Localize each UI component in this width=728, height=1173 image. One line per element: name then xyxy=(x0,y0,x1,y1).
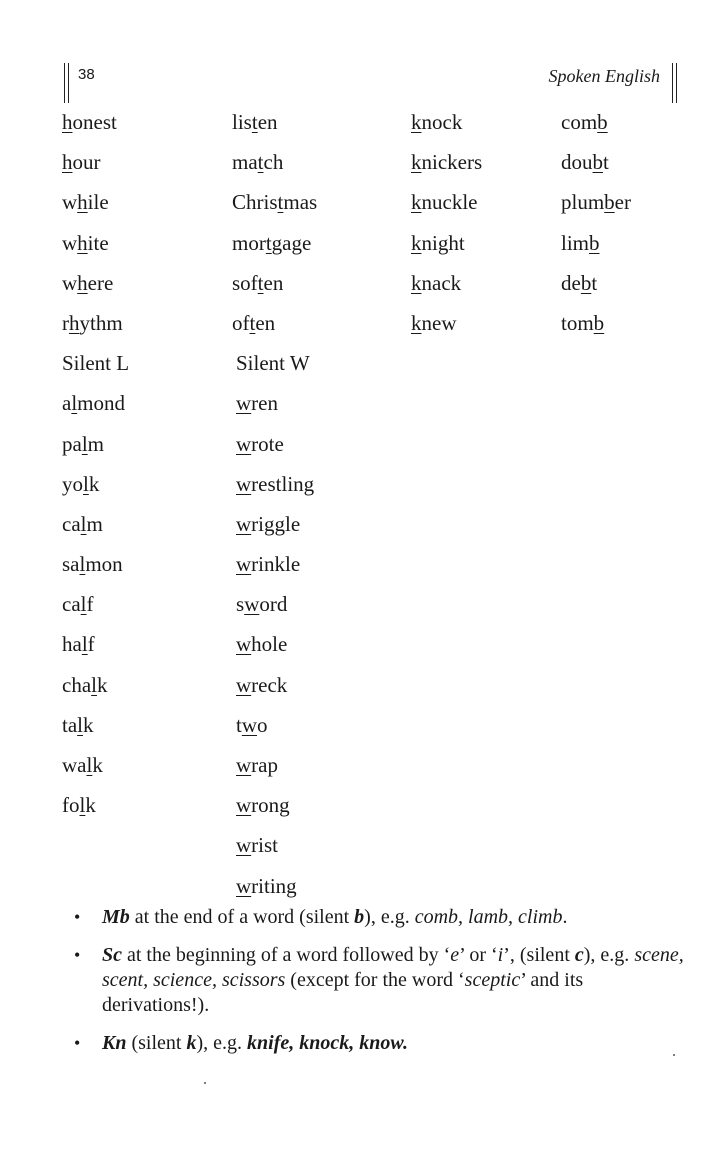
page-number: 38 xyxy=(78,66,95,83)
silent-letter: w xyxy=(236,793,252,818)
silent-letter: b xyxy=(604,190,615,215)
silent-letter: l xyxy=(86,753,93,777)
running-head: Spoken English xyxy=(548,66,660,86)
word-item: wrap xyxy=(236,753,278,777)
silent-letter: k xyxy=(411,310,422,335)
silent-k-column xyxy=(411,110,482,351)
word-item: palm xyxy=(62,431,105,456)
silent-letter: t xyxy=(257,270,264,295)
silent-letter: w xyxy=(236,672,252,697)
silent-letter: t xyxy=(265,230,272,255)
note-text: ), e.g. xyxy=(364,906,415,928)
silent-letter: h xyxy=(62,110,73,134)
silent-letter: t xyxy=(257,150,264,175)
silent-letter: h xyxy=(77,190,88,215)
silent-letter: b xyxy=(592,150,603,175)
note-text: ), e.g. xyxy=(583,944,635,966)
word-item: calm xyxy=(62,511,103,536)
word-item: rhythm xyxy=(62,310,123,335)
word-item: hour xyxy=(62,150,101,175)
note-text: ’ or ‘ xyxy=(459,944,498,966)
silent-letter: w xyxy=(236,873,252,898)
silent-letter: l xyxy=(91,672,97,697)
word-item: wrestling xyxy=(236,471,315,496)
silent-letter: l xyxy=(79,552,86,577)
word-item: often xyxy=(232,310,276,335)
note-text: c xyxy=(574,944,584,966)
silent-t-column xyxy=(232,110,317,914)
silent-letter: h xyxy=(77,230,88,255)
word-item: debt xyxy=(561,270,598,295)
silent-letter: k xyxy=(411,270,422,295)
silent-letter: w xyxy=(236,833,252,858)
silent-letter: w xyxy=(244,592,260,617)
note-text: Sc xyxy=(102,944,122,966)
silent-letter: h xyxy=(69,310,80,335)
silent-letter: l xyxy=(81,431,88,456)
word-item: wrist xyxy=(236,833,279,858)
word-item: Christmas xyxy=(232,190,318,215)
silent-h-column xyxy=(62,110,129,833)
word-item: two xyxy=(236,712,268,737)
word-item: wrong xyxy=(236,793,290,818)
silent-letter: l xyxy=(71,391,78,416)
silent-l-heading: Silent L xyxy=(62,351,130,376)
silent-letter: w xyxy=(241,712,258,737)
note-text: comb, lamb, climb xyxy=(414,906,563,928)
note-text: e xyxy=(450,944,460,966)
word-item: salmon xyxy=(62,552,123,577)
bullet-icon: • xyxy=(74,907,81,927)
note-text: scene, scent, science, scissors xyxy=(102,944,684,991)
note-text: knife, knock, know. xyxy=(247,1032,408,1054)
note-text: Kn xyxy=(102,1032,127,1054)
word-item: match xyxy=(232,150,284,175)
silent-letter: b xyxy=(593,310,605,335)
silent-letter: h xyxy=(77,270,88,295)
note-text: (except for the word ‘ xyxy=(285,969,465,991)
silent-letter: k xyxy=(411,230,422,255)
note-item xyxy=(74,905,684,930)
note-item xyxy=(74,1031,684,1056)
silent-letter: k xyxy=(411,110,422,134)
silent-letter: w xyxy=(236,632,252,657)
silent-w-heading: Silent W xyxy=(236,351,310,376)
silent-letter: w xyxy=(236,552,252,577)
word-item: knack xyxy=(411,270,462,295)
silent-letter: l xyxy=(80,592,87,617)
word-item: comb xyxy=(561,110,608,134)
header-rule-left xyxy=(64,63,69,103)
word-item: wreck xyxy=(236,672,288,697)
word-item: white xyxy=(62,230,109,255)
note-item xyxy=(74,943,684,1018)
word-item: plumber xyxy=(561,190,631,215)
note-text: . xyxy=(562,906,568,928)
word-item: limb xyxy=(561,230,600,255)
silent-letter: l xyxy=(77,712,83,737)
word-item: knight xyxy=(411,230,465,255)
silent-letter: k xyxy=(411,150,422,175)
bullet-icon: • xyxy=(74,945,81,965)
silent-letter: w xyxy=(236,753,252,777)
word-item: honest xyxy=(62,110,117,134)
silent-letter: w xyxy=(236,431,252,456)
word-item: calf xyxy=(62,592,94,617)
word-item: yolk xyxy=(62,471,100,496)
word-item: knuckle xyxy=(411,190,478,215)
silent-letter: t xyxy=(251,110,258,134)
note-text: (silent xyxy=(126,1032,187,1054)
silent-letter: b xyxy=(597,110,608,134)
word-item: wrote xyxy=(236,431,284,456)
word-item: knew xyxy=(411,310,457,335)
word-item: folk xyxy=(62,793,96,818)
note-text: i xyxy=(497,944,504,966)
word-item: where xyxy=(62,270,114,295)
notes-list xyxy=(74,905,684,1069)
note-text: ’, (silent xyxy=(503,944,575,966)
word-item: almond xyxy=(62,391,126,416)
silent-letter: l xyxy=(79,793,86,818)
word-item: writing xyxy=(236,873,297,898)
header-rule-right xyxy=(672,63,677,103)
word-item: knock xyxy=(411,110,463,134)
silent-letter: t xyxy=(277,190,284,215)
note-text: sceptic xyxy=(464,969,521,991)
word-item: sword xyxy=(236,592,288,617)
note-text: b xyxy=(354,906,365,928)
silent-letter: l xyxy=(81,632,88,657)
word-item: chalk xyxy=(62,672,108,697)
speck-bottom xyxy=(204,1082,206,1084)
word-item: wrinkle xyxy=(236,552,301,577)
silent-letter: w xyxy=(236,391,252,416)
silent-letter: h xyxy=(62,150,73,175)
word-item: half xyxy=(62,632,95,657)
word-item: mortgage xyxy=(232,230,312,255)
note-text: at the end of a word (silent xyxy=(129,906,355,928)
word-item: soften xyxy=(232,270,284,295)
note-text: at the beginning of a word followed by ‘ xyxy=(122,944,451,966)
word-item: while xyxy=(62,190,109,215)
word-item: wren xyxy=(236,391,278,416)
word-item: knickers xyxy=(411,150,483,175)
silent-letter: l xyxy=(80,511,87,536)
word-item: doubt xyxy=(561,150,609,175)
word-item: listen xyxy=(232,110,278,134)
silent-b-column xyxy=(561,110,631,351)
note-text: ), e.g. xyxy=(196,1032,248,1054)
silent-letter: t xyxy=(249,310,256,335)
note-text: Mb xyxy=(102,906,130,928)
silent-letter: k xyxy=(411,190,422,215)
word-item: talk xyxy=(62,712,94,737)
silent-letter: w xyxy=(236,511,252,536)
silent-letter: l xyxy=(83,471,89,496)
word-item: walk xyxy=(62,753,103,777)
word-item: tomb xyxy=(561,310,605,335)
note-text: k xyxy=(186,1032,197,1054)
word-item: wriggle xyxy=(236,511,301,536)
silent-letter: b xyxy=(589,230,600,255)
note-text: ’ and its derivations!). xyxy=(102,969,584,1016)
silent-letter: b xyxy=(580,270,592,295)
bullet-icon: • xyxy=(74,1033,81,1053)
word-item: whole xyxy=(236,632,288,657)
silent-letter: w xyxy=(236,471,252,496)
